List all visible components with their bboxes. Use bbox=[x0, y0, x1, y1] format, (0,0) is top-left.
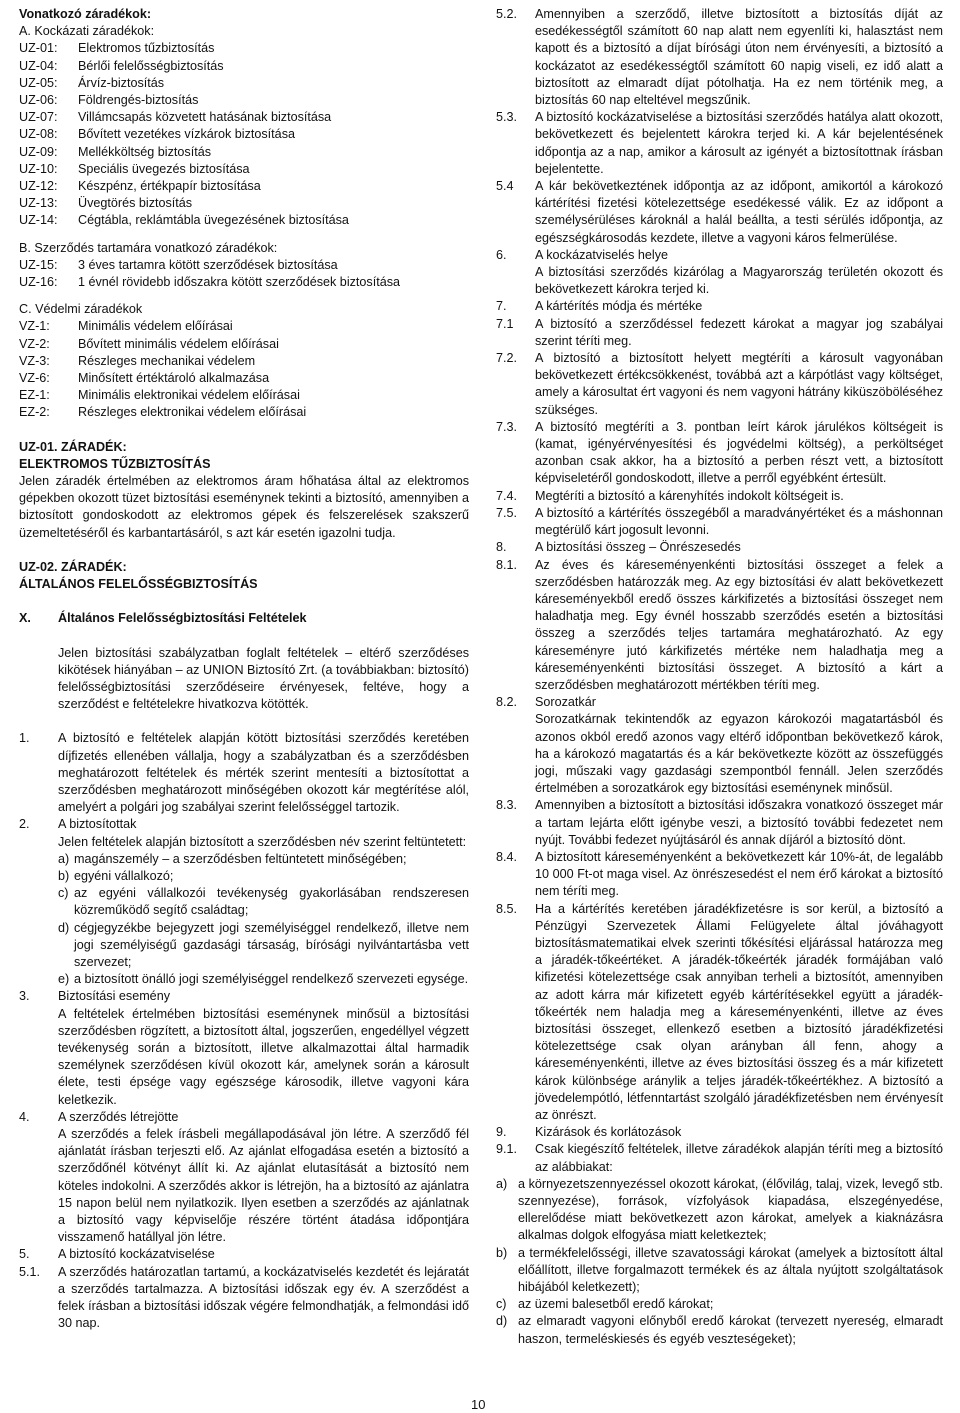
para-title: A biztosítási összeg – Önrészesedés bbox=[535, 540, 741, 555]
sub-label: c) bbox=[58, 886, 69, 901]
clause-code: UZ-05: bbox=[19, 75, 58, 90]
para-text: A biztosító a szerződéssel fedezett károkat a magyar jog szabályai szerint téríti meg. bbox=[535, 316, 943, 348]
numbered-paragraph bbox=[496, 178, 943, 247]
clause-text: Elektromos tűzbiztosítás bbox=[78, 41, 215, 56]
list-item bbox=[19, 144, 469, 161]
para-text: Ha a kártérítés keretében járadékfizetésre is sor kerül, a biztosító a Pénzügyi Szervezetek Állami Felügyelete által jóváhagyott biztosításmatematikai elvek szerinti tőkésítési eljárással határozza meg a járadék-tőkeértéket. A járadék-tőkeérték járadék formájában való kifizetési kötelezettsége csak annyiban terheli a biztosítót, amennyiben az adott kárra már kifizetett egyéb kártérítésekkel együtt a járadék-tőkeérték nem haladja meg a káreseményenkénti, illetve az éves biztosítási összeget, ellenkező esetben a biztosító járadékfizetési kötelezettsége csak olyan arányban áll fenn, ahogy a káreseményenkénti, illetve az éves biztosítási összeg és a már kifizetett károk különbsége aránylik a teljes járadék-tőkeértékhez. A biztosító a jövedelempótló, létfenntartást szolgáló járadékfizetésben nem érvényesít az önrészt. bbox=[535, 901, 943, 1122]
list-item bbox=[19, 318, 469, 335]
sub-label: c) bbox=[496, 1297, 507, 1312]
clause-text: Üvegtörés biztosítás bbox=[78, 196, 193, 211]
para-number: 6. bbox=[496, 247, 507, 262]
para-number: 4. bbox=[19, 1109, 30, 1124]
clause-text: Speciális üvegezés biztosítása bbox=[78, 161, 250, 176]
para-title: A biztosító kockázatviselése bbox=[58, 1247, 215, 1262]
clause-text: 1 évnél rövidebb időszakra kötött szerződések biztosítása bbox=[78, 275, 401, 290]
para-body: Jelen feltételek alapján biztosított a szerződésben név szerint feltüntetett: bbox=[58, 834, 467, 849]
list-item bbox=[19, 851, 469, 868]
section-x-heading bbox=[19, 610, 469, 627]
numbered-paragraph bbox=[496, 419, 943, 488]
numbered-paragraph bbox=[19, 988, 469, 1005]
numbered-paragraph bbox=[496, 849, 943, 901]
numbered-paragraph bbox=[496, 901, 943, 1125]
section-c-title: C. Védelmi záradékok bbox=[19, 302, 143, 317]
numbered-paragraph bbox=[496, 505, 943, 539]
clause-text: Minősített értéktároló alkalmazása bbox=[78, 371, 270, 386]
list-item bbox=[19, 274, 469, 291]
para-title: Kizárások és korlátozások bbox=[535, 1125, 682, 1140]
para-number: 7.1 bbox=[496, 316, 514, 331]
list-item bbox=[19, 404, 469, 421]
list-item bbox=[19, 75, 469, 92]
para-text: Amennyiben a biztosított a biztosítási időszakra vonatkozó összeget már a tartam lejárta előtt igénybe veszi, a biztosító további fedezetet nem nyújt. További fedezet nyújtásáról és annak díjáról a biztosító dönt. bbox=[535, 798, 943, 847]
clause-text: Bővített minimális védelem előírásai bbox=[78, 336, 279, 351]
numbered-paragraph bbox=[496, 1124, 943, 1141]
clause-code: UZ-15: bbox=[19, 257, 58, 272]
numbered-paragraph bbox=[496, 298, 943, 315]
clause-text: Árvíz-biztosítás bbox=[78, 75, 165, 90]
clause-code: VZ-1: bbox=[19, 319, 50, 334]
clause-code: UZ-08: bbox=[19, 127, 58, 142]
numbered-paragraph bbox=[19, 1109, 469, 1126]
left-column bbox=[19, 6, 469, 1332]
list-item bbox=[496, 1296, 943, 1313]
clause-text: Mellékköltség biztosítás bbox=[78, 144, 211, 159]
list-item bbox=[496, 1176, 943, 1245]
clause-code: EZ-2: bbox=[19, 405, 50, 420]
para-number: 8.3. bbox=[496, 798, 518, 813]
para-number: 9.1. bbox=[496, 1142, 518, 1157]
right-column bbox=[496, 6, 943, 1348]
clause-text: Részleges elektronikai védelem előírásai bbox=[78, 405, 307, 420]
clause-code: UZ-16: bbox=[19, 275, 58, 290]
clause-code: VZ-2: bbox=[19, 336, 50, 351]
para-number: 8.5. bbox=[496, 901, 518, 916]
para-number: 9. bbox=[496, 1125, 507, 1140]
para-text: A biztosító a biztosított helyett megtéríti a károsult vagyonában bekövetkezett értékcsökkenést, továbbá azt a kárpótlást vagy költséget, amely a károsultat ért vagyoni és nem vagyoni hátrány kiküszöböléséhez szükséges. bbox=[535, 351, 943, 417]
list-item bbox=[19, 353, 469, 370]
list-item bbox=[19, 257, 469, 274]
para-number: 7.4. bbox=[496, 488, 518, 503]
clause-code: UZ-14: bbox=[19, 213, 58, 228]
para-title: A biztosítottak bbox=[58, 817, 137, 832]
para-text: A biztosító kockázatviselése a biztosítási szerződés hatálya alatt okozott, bekövetkezett és bejelentett károkra terjed ki. A kár bejelentésének időpontja az a nap, amikor a károsult az igényét a biztosítottnak írásban bejelentette. bbox=[535, 110, 943, 176]
numbered-paragraph bbox=[496, 694, 943, 711]
para-number: 1. bbox=[19, 731, 30, 746]
para-number: 5.4 bbox=[496, 179, 514, 194]
para-body: A szerződés a felek írásbeli megállapodásával jön létre. A szerződő fél ajánlatát írásban terjeszti elő. Az ajánlat elfogadása esetén a biztosító a szerződőnél kötvényt állít ki. Az ajánlat elutasítását a biztosító nem köteles indokolni. A szerződés akkor is létrejön, ha a biztosító az ajánlatra 15 napon belül nem nyilatkozik. Ilyen esetben a szerződés az ajánlatnak a biztosító vagy képviselője részére történt átadása időpontjára visszamenő hatállyal jön létre. bbox=[58, 1126, 469, 1245]
numbered-paragraph bbox=[496, 539, 943, 556]
list-item bbox=[19, 161, 469, 178]
numbered-paragraph bbox=[496, 557, 943, 695]
para-text: Amennyiben a szerződő, illetve biztosított a biztosítás díját az esedékességtől számított 60 nap alatt nem egyenlíti ki, halasztást nem kapott és a biztosító a díjat bírósági úton nem érvényesíti, a biztosító a kockázatot az esedékességtől számított 60 napig viseli, ez idő alatt a biztosított az elmaradt díjat pótolhatja. Ha ez nem történik meg, a biztosítás 60 nap elteltével megszűnik. bbox=[535, 7, 943, 108]
uz02-title: ÁLTALÁNOS FELELŐSSÉGBIZTOSÍTÁS bbox=[19, 577, 258, 592]
numbered-paragraph bbox=[496, 350, 943, 419]
clause-code: UZ-06: bbox=[19, 93, 58, 108]
sub-text: a környezetszennyezéssel okozott károkat, (élővilág, talaj, vizek, levegő stb. szennyezése), források, vízfolyások kiapadása, elszegényedése, ellerelődése miatt bekövetkezett azon károkat, amelyek a kiaknázásra alkalmas dolgok elfogyása miatt keletkeztek; bbox=[518, 1176, 943, 1243]
sub-text: magánszemély – a szerződésben feltüntetett minőségében; bbox=[74, 851, 407, 866]
list-item bbox=[19, 868, 469, 885]
sub-text: a termékfelelősségi, illetve szavatossági károkat (amelyek a biztosított által előállított, illetve forgalmazott termékek és az általa nyújtott szolgáltatások hibájából keletkezett); bbox=[518, 1245, 943, 1295]
para-text: A biztosító e feltételek alapján kötött biztosítási szerződés keretében díjfizetés ellenében vállalja, hogy a szabályzatban és a szerződésben meghatározott feltételek és mérték szerint mentesíti a biztosítottat a szerződésben meghatározott minőségében okozott kár megtérítése alól, amelyért a polgári jog szabályai szerint felelősséggel tartozik. bbox=[58, 731, 469, 815]
clause-text: Földrengés-biztosítás bbox=[78, 93, 199, 108]
para-body: A feltételek értelmében biztosítási eseménynek minősül a biztosítási szerződésben rögzített, a biztosított által, jogszerűen, engedéllyel végzett tevékenység során a biztosított, illetve alkalmazottai által harmadik személynek szerződésen kívül okozott kár, amelynek során a károsult élete, testi épsége vagy egészsége károsodik, illetve vagyoni kára keletkezik. bbox=[58, 1006, 469, 1107]
para-text: A biztosított káreseményenként a bekövetkezett kár 10%-át, de legalább 10 000 Ft-ot maga visel. Az önrészesedést el nem érő károkat a biztosító nem téríti meg. bbox=[535, 849, 943, 899]
list-item bbox=[19, 212, 469, 229]
para-number: 8. bbox=[496, 540, 507, 555]
para-text: A szerződés határozatlan tartamú, a kockázatviselés kezdetét és lejáratát a szerződés tartalmazza. A biztosítási időszak egy év. A szerződést a felek írásban a biztosítási időszak végére felmondhatják, a felmondási idő 30 nap. bbox=[58, 1264, 469, 1331]
clause-text: Cégtábla, reklámtábla üvegezésének biztosítása bbox=[78, 213, 349, 228]
clause-code: UZ-13: bbox=[19, 196, 58, 211]
numbered-paragraph bbox=[496, 316, 943, 350]
para-number: 8.1. bbox=[496, 557, 518, 572]
list-item bbox=[19, 92, 469, 109]
para-number: 2. bbox=[19, 817, 30, 832]
para-number: 7. bbox=[496, 299, 507, 314]
clause-text: Villámcsapás közvetett hatásának biztosítása bbox=[78, 110, 332, 125]
section-b-title: B. Szerződés tartamára vonatkozó záradékok: bbox=[19, 240, 278, 255]
clause-text: Készpénz, értékpapír biztosítása bbox=[78, 179, 261, 194]
sub-label: b) bbox=[58, 868, 70, 883]
para-number: 3. bbox=[19, 989, 30, 1004]
list-item bbox=[19, 370, 469, 387]
sub-label: a) bbox=[58, 851, 70, 866]
clause-text: Bérlői felelősségbiztosítás bbox=[78, 58, 224, 73]
para-text: Csak kiegészítő feltételek, illetve záradékok alapján téríti meg a biztosító az alábbiakat: bbox=[535, 1142, 943, 1174]
list-item bbox=[19, 971, 469, 988]
clause-text: Részleges mechanikai védelem bbox=[78, 353, 256, 368]
clause-code: UZ-04: bbox=[19, 58, 58, 73]
sub-text: az egyéni vállalkozói tevékenység gyakorlásában rendszeresen közreműködő segítő családtag; bbox=[74, 886, 469, 918]
section-x-number: X. bbox=[19, 611, 31, 626]
para-text: A kár bekövetkeztének időpontja az az időpont, amikortól a károkozó kártérítési fizetési kötelezettsége esedékessé válik. Ez az időpont a személysérüléses károknál a halál beállta, a testi sérülés időpontja, az egészségkárosodás kezdete, illetve a vagyoni káros felmerülése. bbox=[535, 179, 943, 245]
numbered-paragraph bbox=[19, 730, 469, 816]
clause-code: UZ-09: bbox=[19, 144, 58, 159]
para-number: 7.2. bbox=[496, 351, 518, 366]
sub-label: e) bbox=[58, 972, 70, 987]
list-item bbox=[19, 387, 469, 404]
clause-text: 3 éves tartamra kötött szerződések biztosítása bbox=[78, 257, 338, 272]
sub-label: d) bbox=[496, 1314, 508, 1329]
section-a-title: A. Kockázati záradékok: bbox=[19, 24, 155, 39]
list-item bbox=[19, 40, 469, 57]
numbered-paragraph bbox=[19, 1246, 469, 1263]
para-number: 5. bbox=[19, 1247, 30, 1262]
numbered-paragraph bbox=[19, 816, 469, 833]
list-item bbox=[496, 1245, 943, 1297]
clause-code: VZ-6: bbox=[19, 371, 50, 386]
list-item bbox=[19, 109, 469, 126]
numbered-paragraph bbox=[496, 1141, 943, 1175]
numbered-paragraph bbox=[496, 6, 943, 109]
clause-text: Minimális védelem előírásai bbox=[78, 319, 233, 334]
list-item bbox=[19, 336, 469, 353]
page-number: 10 bbox=[471, 1397, 486, 1412]
para-number: 5.3. bbox=[496, 110, 518, 125]
para-title: A kockázatviselés helye bbox=[535, 247, 669, 262]
para-title: Sorozatkár bbox=[535, 695, 596, 710]
section-x-intro: Jelen biztosítási szabályzatban foglalt feltételek – eltérő szerződéses kikötések hiányában – az UNION Biztosító Zrt. (a továbbiakban: biztosító) felelősségbiztosítási szerződéseire érvényesek, feltéve, hogy a szerződést e feltételekre hivatkozva kötötték. bbox=[58, 645, 469, 712]
para-title: A szerződés létrejötte bbox=[58, 1109, 179, 1124]
sub-text: egyéni vállalkozó; bbox=[74, 868, 174, 883]
sub-text: az elmaradt vagyoni előnyből eredő károkat (tervezett nyereség, elmaradt haszon, termeléskiesés és egyéb veszteségeket); bbox=[518, 1314, 943, 1346]
para-text: A biztosító megtéríti a 3. pontban leírt károk járulékos költségeit is (kamat, igényérvényesítési és jogvédelmi költség), a perköltséget azonban csak akkor, ha a biztosító a perben részt vett, a biztosított képviseletéről gondoskodott, illetve a perről egyébként értesült. bbox=[535, 419, 943, 486]
clause-code: UZ-01: bbox=[19, 41, 58, 56]
uz01-heading: UZ-01. ZÁRADÉK: bbox=[19, 439, 127, 454]
numbered-paragraph bbox=[496, 109, 943, 178]
sub-text: cégjegyzékbe bejegyzett jogi személyiséggel rendelkező, illetve nem jogi személyiségű gazdasági társaság, bírósági nyilvántartásba vett szervezet; bbox=[74, 920, 469, 969]
clause-code: EZ-1: bbox=[19, 388, 50, 403]
list-item bbox=[19, 885, 469, 919]
para-number: 8.4. bbox=[496, 849, 518, 864]
clause-code: VZ-3: bbox=[19, 353, 50, 368]
section-header: Vonatkozó záradékok: bbox=[19, 7, 152, 21]
sub-label: b) bbox=[496, 1245, 508, 1260]
para-text: A biztosító a kártérítés összegéből a maradványértéket és a máshonnan megtérülő kárt jogosult levonni. bbox=[535, 505, 943, 538]
list-item bbox=[19, 178, 469, 195]
para-title: Biztosítási esemény bbox=[58, 989, 170, 1004]
sub-label: a) bbox=[496, 1176, 508, 1191]
numbered-paragraph bbox=[496, 488, 943, 505]
sub-label: d) bbox=[58, 920, 70, 935]
para-number: 7.3. bbox=[496, 419, 518, 434]
clause-code: UZ-07: bbox=[19, 110, 58, 125]
para-number: 5.1. bbox=[19, 1264, 41, 1279]
para-title: A kártérítés módja és mértéke bbox=[535, 299, 703, 314]
uz01-title: ELEKTROMOS TŰZBIZTOSÍTÁS bbox=[19, 456, 211, 471]
clause-text: Minimális elektronikai védelem előírásai bbox=[78, 388, 300, 403]
uz02-heading: UZ-02. ZÁRADÉK: bbox=[19, 559, 127, 574]
sub-text: az üzemi balesetből eredő károkat; bbox=[518, 1297, 714, 1312]
list-item bbox=[19, 195, 469, 212]
clause-code: UZ-10: bbox=[19, 161, 58, 176]
list-item bbox=[19, 58, 469, 75]
clause-text: Bővített vezetékes vízkárok biztosítása bbox=[78, 127, 295, 142]
para-text: Megtéríti a biztosító a kárenyhítés indokolt költségeit is. bbox=[535, 488, 844, 503]
para-body: A biztosítási szerződés kizárólag a Magyarország területén okozott és bekövetkezett károkra terjed ki. bbox=[535, 265, 943, 297]
sub-text: a biztosított önálló jogi személyiséggel rendelkező szervezeti egysége. bbox=[74, 972, 469, 987]
section-x-title: Általános Felelősségbiztosítási Feltételek bbox=[58, 611, 307, 626]
clause-code: UZ-12: bbox=[19, 179, 58, 194]
numbered-paragraph bbox=[496, 247, 943, 264]
para-text: Az éves és káreseményenkénti biztosítási összeget a felek a szerződésben határozzák meg. Az egy biztosítási év alatt bekövetkezett káreseményekből eredő összes kárkifizetés a biztosítási összeget nem haladhatja meg. Egy évnél hosszabb szerződés esetén a biztosítási összeg a szerződés teljes tartamára meghatározható. Az egy káreseményre jutó kárkifizetés mértéke nem haladhatja meg a káreseményenkénti biztosítási összeget. A biztosító a kárt a szerződésben meghatározott mértékben téríti meg. bbox=[535, 557, 943, 692]
section-a-list bbox=[19, 40, 469, 229]
para-number: 5.2. bbox=[496, 7, 518, 21]
para-number: 7.5. bbox=[496, 505, 518, 520]
list-item bbox=[19, 126, 469, 143]
para-number: 8.2. bbox=[496, 695, 518, 710]
numbered-paragraph bbox=[496, 797, 943, 849]
uz01-body: Jelen záradék értelmében az elektromos áram hőhatása által az elektromos gépekben okozott tüzet biztosítási eseménynek tekinti a biztosító, amennyiben a biztosított gondoskodott az elektromos gépek és felszerelések szakszerű üzemeltetéséről és karbantartásáról, s azt kár esetén igazolni tudja. bbox=[19, 474, 469, 540]
list-item bbox=[496, 1313, 943, 1347]
para-body: Sorozatkárnak tekintendők az egyazon károkozói magatartásból és azonos okból eredő azonos vagy eltérő időpontban bekövetkező károk, ha a károkozó magatartás és a kár bekövetkezte között az összefüggés jogi, műszaki vagy gazdasági szempontból fennáll. Jelen szerződés értelmében a sorozatkárok egy biztosítási eseménynek minősül. bbox=[535, 712, 943, 796]
list-item bbox=[19, 920, 469, 972]
numbered-paragraph bbox=[19, 1264, 469, 1333]
